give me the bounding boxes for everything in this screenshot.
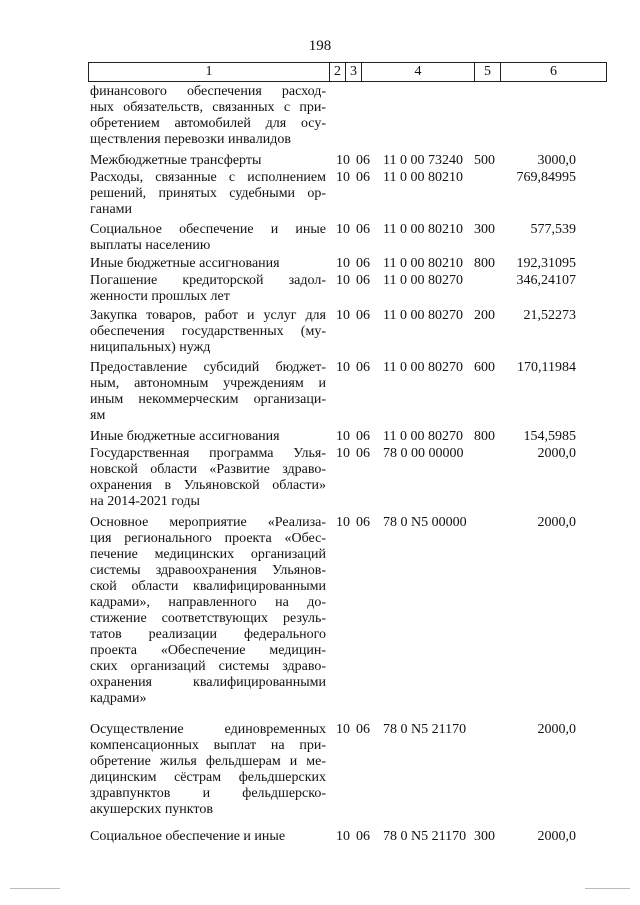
subsection-code: 06 [356, 222, 370, 237]
column-header-table [88, 62, 607, 82]
row-description [90, 153, 326, 169]
target-article-code: 11 0 00 80270 [383, 360, 463, 375]
description-line: ных обязательств, связанных с при- [90, 100, 326, 115]
description-line: женности прошлых лет [90, 289, 230, 304]
section-code: 10 [336, 446, 350, 461]
subsection-code: 06 [356, 256, 370, 271]
description-line: охранения квалифицированными [90, 675, 326, 690]
amount-value: 2000,0 [537, 722, 576, 737]
header-col-2: 2 [330, 63, 346, 82]
description-line: проекта «Обеспечение медицин- [90, 643, 326, 658]
row-description [90, 722, 326, 818]
description-line: Межбюджетные трансферты [90, 153, 262, 168]
description-line: Осуществление единовременных [90, 722, 326, 737]
section-code: 10 [336, 153, 350, 168]
amount-value: 3000,0 [537, 153, 576, 168]
target-article-code: 11 0 00 80270 [383, 273, 463, 288]
subsection-code: 06 [356, 829, 370, 844]
amount-value: 346,24107 [516, 273, 576, 288]
header-col-4: 4 [362, 63, 475, 82]
description-line: иным некоммерческим организаци- [90, 392, 326, 407]
amount-value: 170,11984 [517, 360, 576, 375]
header-col-6: 6 [501, 63, 607, 82]
description-line: обеспечения государственных (му- [90, 324, 326, 339]
amount-value: 2000,0 [537, 515, 576, 530]
subsection-code: 06 [356, 153, 370, 168]
description-line: охранения в Ульяновской области» [90, 478, 326, 493]
description-line: обретением автомобилей для осу- [90, 116, 326, 131]
subsection-code: 06 [356, 722, 370, 737]
column-header-row [89, 63, 607, 82]
description-line: новской области «Развитие здраво- [90, 462, 326, 477]
scan-artifact-right [585, 888, 630, 889]
expense-type-code: 200 [474, 308, 495, 323]
row-description [90, 256, 326, 272]
description-line: Иные бюджетные ассигнования [90, 429, 280, 444]
description-line: ществления перевозки инвалидов [90, 132, 291, 147]
target-article-code: 11 0 00 73240 [383, 153, 463, 168]
description-line: Закупка товаров, работ и услуг для [90, 308, 326, 323]
target-article-code: 78 0 N5 00000 [383, 515, 467, 530]
section-code: 10 [336, 308, 350, 323]
section-code: 10 [336, 273, 350, 288]
page-number: 198 [308, 38, 332, 54]
subsection-code: 06 [356, 170, 370, 185]
header-col-5: 5 [475, 63, 501, 82]
amount-value: 154,5985 [523, 429, 576, 444]
description-line: на 2014-2021 годы [90, 494, 200, 509]
description-line: стижение соответствующих резуль- [90, 611, 326, 626]
expense-type-code: 800 [474, 429, 495, 444]
description-line: ным, автономным учреждениям и [90, 376, 326, 391]
row-description [90, 515, 326, 707]
description-line: кадрами», направленного на до- [90, 595, 326, 610]
header-col-1: 1 [89, 63, 330, 82]
section-code: 10 [336, 429, 350, 444]
row-description [90, 446, 326, 510]
description-line: Социальное обеспечение и иные [90, 222, 326, 237]
subsection-code: 06 [356, 273, 370, 288]
target-article-code: 78 0 N5 21170 [383, 722, 467, 737]
row-description [90, 360, 326, 424]
description-line: Социальное обеспечение и иные [90, 829, 286, 844]
description-line: ниципальных) нужд [90, 340, 211, 355]
description-line: Государственная программа Улья- [90, 446, 326, 461]
row-description [90, 170, 326, 218]
description-line: печение медицинских организаций [90, 547, 326, 562]
description-line: татов реализации федерального [90, 627, 326, 642]
expense-type-code: 300 [474, 829, 495, 844]
section-code: 10 [336, 722, 350, 737]
amount-value: 21,52273 [523, 308, 576, 323]
description-line: ских организаций системы здраво- [90, 659, 326, 674]
target-article-code: 11 0 00 80270 [383, 429, 463, 444]
row-description [90, 222, 326, 254]
section-code: 10 [336, 360, 350, 375]
target-article-code: 11 0 00 80210 [383, 256, 463, 271]
subsection-code: 06 [356, 360, 370, 375]
row-description [90, 84, 326, 148]
amount-value: 577,539 [530, 222, 576, 237]
target-article-code: 78 0 00 00000 [383, 446, 464, 461]
section-code: 10 [336, 256, 350, 271]
subsection-code: 06 [356, 429, 370, 444]
target-article-code: 11 0 00 80210 [383, 170, 463, 185]
description-line: акушерских пунктов [90, 802, 213, 817]
target-article-code: 11 0 00 80270 [383, 308, 463, 323]
description-line: кадрами» [90, 691, 147, 706]
subsection-code: 06 [356, 308, 370, 323]
description-line: выплаты населению [90, 238, 211, 253]
target-article-code: 78 0 N5 21170 [383, 829, 467, 844]
description-line: здравпунктов и фельдшерско- [90, 786, 326, 801]
scan-artifact-left [10, 888, 60, 889]
section-code: 10 [336, 170, 350, 185]
section-code: 10 [336, 222, 350, 237]
row-description [90, 308, 326, 356]
description-line: Иные бюджетные ассигнования [90, 256, 280, 271]
description-line: компенсационных выплат на при- [90, 738, 326, 753]
subsection-code: 06 [356, 515, 370, 530]
description-line: решений, принятых судебными ор- [90, 186, 326, 201]
row-description [90, 273, 326, 305]
description-line: системы здравоохранения Ульянов- [90, 563, 326, 578]
amount-value: 2000,0 [537, 446, 576, 461]
subsection-code: 06 [356, 446, 370, 461]
description-line: Расходы, связанные с исполнением [90, 170, 326, 185]
amount-value: 769,84995 [516, 170, 576, 185]
description-line: обретение жилья фельдшерам и ме- [90, 754, 326, 769]
description-line: дицинским сёстрам фельдшерских [90, 770, 326, 785]
description-line: ям [90, 408, 106, 423]
description-line: ганами [90, 202, 133, 217]
header-col-3: 3 [346, 63, 362, 82]
amount-value: 192,31095 [516, 256, 576, 271]
row-description [90, 429, 326, 445]
description-line: Основное мероприятие «Реализа- [90, 515, 326, 530]
description-line: ция регионального проекта «Обес- [90, 531, 326, 546]
description-line: финансового обеспечения расход- [90, 84, 326, 99]
row-description [90, 829, 326, 845]
expense-type-code: 500 [474, 153, 495, 168]
description-line: Погашение кредиторской задол- [90, 273, 326, 288]
description-line: ской области квалифицированными [90, 579, 326, 594]
expense-type-code: 300 [474, 222, 495, 237]
section-code: 10 [336, 829, 350, 844]
amount-value: 2000,0 [537, 829, 576, 844]
description-line: Предоставление субсидий бюджет- [90, 360, 326, 375]
target-article-code: 11 0 00 80210 [383, 222, 463, 237]
expense-type-code: 600 [474, 360, 495, 375]
expense-type-code: 800 [474, 256, 495, 271]
section-code: 10 [336, 515, 350, 530]
